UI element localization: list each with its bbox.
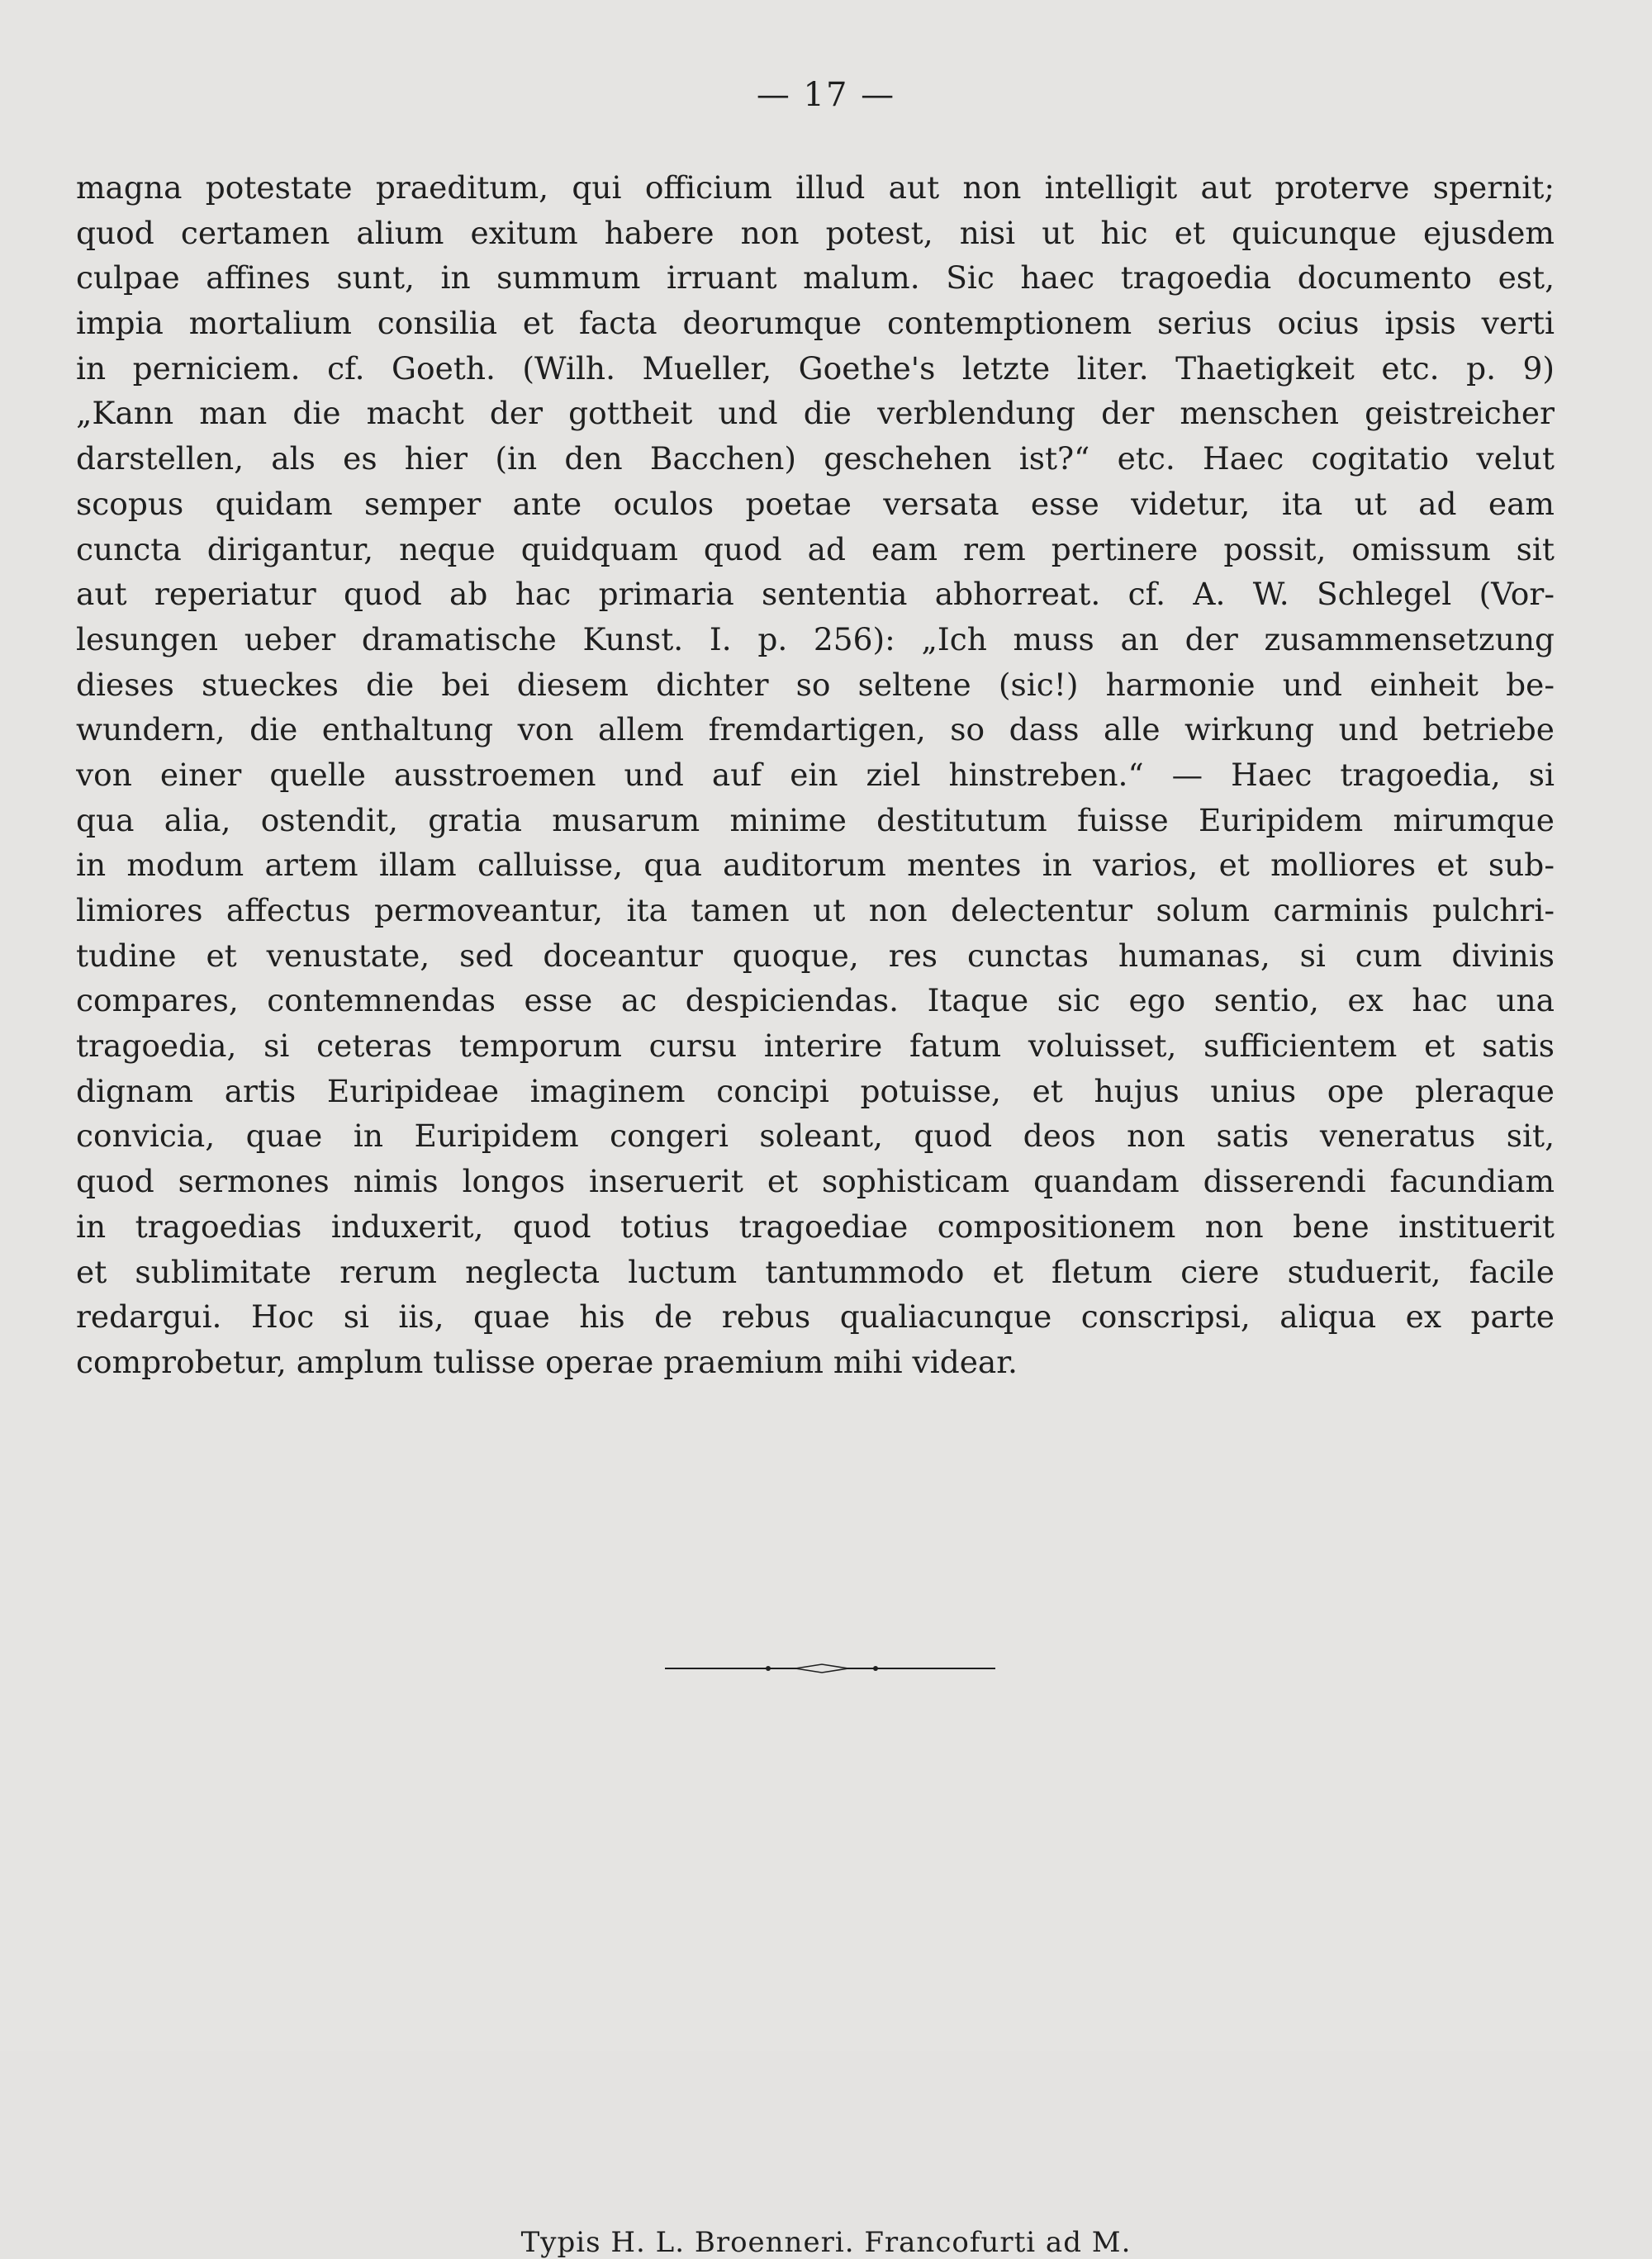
ornamental-rule [665,1660,995,1677]
text-line: von einer quelle ausstroemen und auf ein ziel hinstreben.“ — Haec tragoedia, si [76,756,1555,793]
text-line: aut reperiatur quod ab hac primaria sententia abhorreat. cf. A. W. Schlegel (Vor- [76,576,1555,613]
text-line: in perniciem. cf. Goeth. (Wilh. Mueller, Goethe's letzte liter. Thaetigkeit etc. p. 9) [76,349,1555,387]
text-line: cuncta dirigantur, neque quidquam quod ad eam rem pertinere possit, omissum sit [76,530,1555,567]
text-line: scopus quidam semper ante oculos poetae versata esse videtur, ita ut ad eam [76,485,1555,522]
text-line: convicia, quae in Euripidem congeri soleant, quod deos non satis veneratus sit, [76,1118,1555,1155]
text-line: limiores affectus permoveantur, ita tamen ut non delectentur solum carminis pulchri- [76,892,1555,928]
text-line: in tragoedias induxerit, quod totius tragoediae compositionem non bene instituerit [76,1208,1555,1245]
text-line: quod sermones nimis longos inseruerit et sophisticam quandam disserendi facundiam [76,1163,1555,1200]
text-line: darstellen, als es hier (in den Bacchen) geschehen ist?“ etc. Haec cogitatio velut [76,440,1555,477]
text-line: et sublimitate rerum neglecta luctum tantummodo et fletum ciere studuerit, facile [76,1253,1555,1290]
ornament-divider-icon [665,1660,995,1677]
text-line: impia mortalium consilia et facta deorumque contemptionem serius ocius ipsis verti [76,305,1555,342]
page-number: — 17 — [756,76,896,114]
text-line: tragoedia, si ceteras temporum cursu interire fatum voluisset, sufficientem et satis [76,1027,1555,1065]
text-line: wundern, die enthaltung von allem fremdartigen, so dass alle wirkung und betriebe [76,711,1555,748]
text-line: „Kann man die macht der gottheit und die verblendung der menschen geistreicher [76,395,1555,432]
text-line: qua alia, ostendit, gratia musarum minime destitutum fuisse Euripidem mirumque [76,801,1555,838]
text-line: tudine et venustate, sed doceantur quoque, res cunctas humanas, si cum divinis [76,937,1555,974]
text-line-last: comprobetur, amplum tulisse operae praemium mihi videar. [76,1343,1018,1380]
text-line: redargui. Hoc si iis, quae his de rebus qualiacunque conscripsi, aliqua ex parte [76,1298,1555,1336]
text-line: dignam artis Euripideae imaginem concipi potuisse, et hujus unius ope pleraque [76,1072,1555,1109]
text-line: quod certamen alium exitum habere non potest, nisi ut hic et quicunque ejusdem [76,214,1555,251]
text-line: dieses stueckes die bei diesem dichter so seltene (sic!) harmonie und einheit be- [76,666,1555,703]
text-line: culpae affines sunt, in summum irruant malum. Sic haec tragoedia documento est, [76,259,1555,297]
text-line: magna potestate praeditum, qui officium illud aut non intelligit aut proterve spernit; [76,169,1555,206]
body-text [76,165,1555,1385]
text-line: lesungen ueber dramatische Kunst. I. p. 256): „Ich muss an der zusammensetzung [76,620,1555,657]
printer-imprint: Typis H. L. Broenneri. Francofurti ad M. [520,2226,1132,2259]
text-line: in modum artem illam calluisse, qua auditorum mentes in varios, et molliores et sub- [76,847,1555,884]
text-line: compares, contemnendas esse ac despiciendas. Itaque sic ego sentio, ex hac una [76,982,1555,1019]
